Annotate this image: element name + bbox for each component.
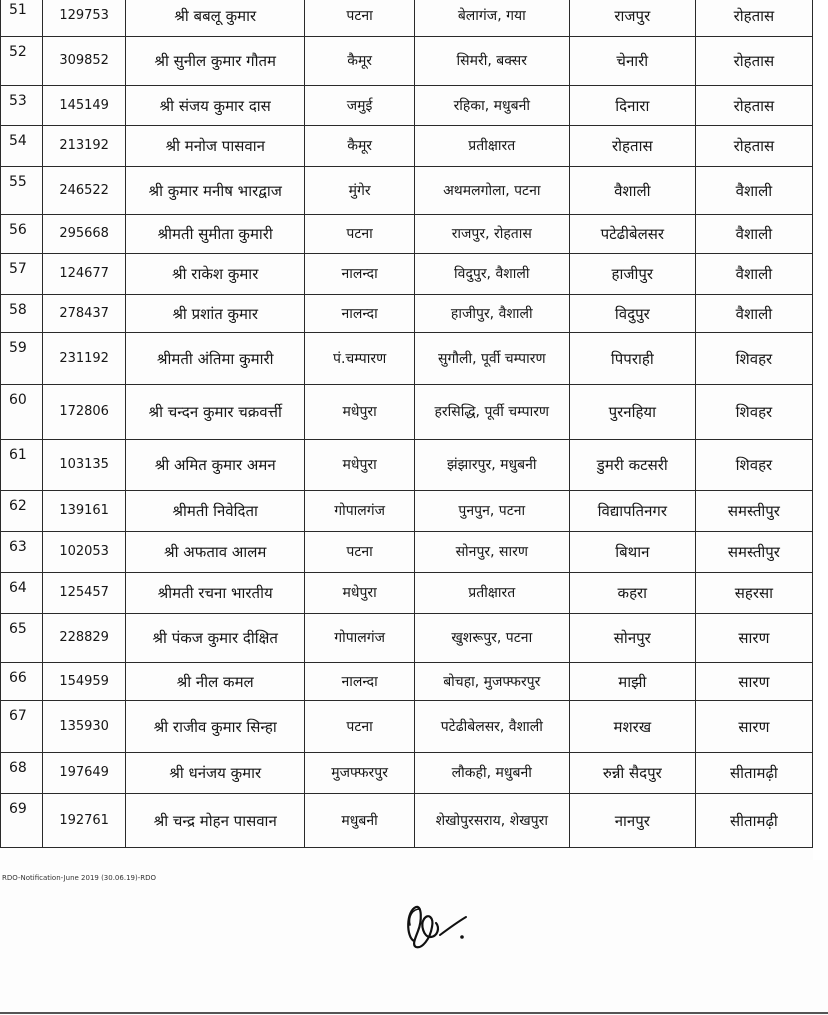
officer-name-cell: श्री पंकज कुमार दीक्षित	[125, 614, 305, 663]
serial-number-cell: 51	[1, 0, 43, 37]
current-posting-cell: हरसिद्धि, पूर्वी चम्पारण	[414, 385, 569, 440]
new-block-cell: माझी	[569, 663, 695, 701]
serial-number-cell: 66	[1, 663, 43, 701]
current-posting-cell: झंझारपुर, मधुबनी	[414, 440, 569, 491]
table-row	[1, 440, 813, 491]
employee-id-cell: 172806	[43, 385, 126, 440]
employee-id-cell: 309852	[43, 37, 126, 86]
new-district-cell: रोहतास	[695, 37, 812, 86]
new-block-cell: वैशाली	[569, 167, 695, 215]
serial-number-cell: 68	[1, 753, 43, 794]
employee-id-cell: 102053	[43, 532, 126, 573]
new-block-cell: सोनपुर	[569, 614, 695, 663]
employee-id-cell: 228829	[43, 614, 126, 663]
current-posting-cell: अथमलगोला, पटना	[414, 167, 569, 215]
officer-name-cell: श्री संजय कुमार दास	[125, 86, 305, 126]
new-district-cell: समस्तीपुर	[695, 491, 812, 532]
new-district-cell: सहरसा	[695, 573, 812, 614]
current-posting-cell: लौकही, मधुबनी	[414, 753, 569, 794]
employee-id-cell: 139161	[43, 491, 126, 532]
employee-id-cell: 129753	[43, 0, 126, 37]
page-bottom-edge	[0, 1012, 828, 1014]
file-reference: RDO-Notification-June 2019 (30.06.19)-RDO	[2, 874, 156, 882]
serial-number-cell: 65	[1, 614, 43, 663]
officer-name-cell: श्री चन्दन कुमार चक्रवर्त्ती	[125, 385, 305, 440]
current-posting-cell: बोचहा, मुजफ्फरपुर	[414, 663, 569, 701]
table-row	[1, 701, 813, 753]
serial-number-cell: 59	[1, 333, 43, 385]
home-district-cell: मधेपुरा	[305, 440, 414, 491]
table-row	[1, 86, 813, 126]
current-posting-cell: पटेढीबेलसर, वैशाली	[414, 701, 569, 753]
new-district-cell: सारण	[695, 614, 812, 663]
new-block-cell: बिथान	[569, 532, 695, 573]
current-posting-cell: प्रतीक्षारत	[414, 126, 569, 167]
new-block-cell: विदुपुर	[569, 295, 695, 333]
table-row	[1, 0, 813, 37]
serial-number-cell: 52	[1, 37, 43, 86]
home-district-cell: मुजफ्फरपुर	[305, 753, 414, 794]
current-posting-cell: सुगौली, पूर्वी चम्पारण	[414, 333, 569, 385]
serial-number-cell: 53	[1, 86, 43, 126]
home-district-cell: नालन्दा	[305, 254, 414, 295]
officer-name-cell: श्री राकेश कुमार	[125, 254, 305, 295]
new-block-cell: कहरा	[569, 573, 695, 614]
officer-name-cell: श्रीमती रचना भारतीय	[125, 573, 305, 614]
home-district-cell: पं.चम्पारण	[305, 333, 414, 385]
current-posting-cell: शेखोपुरसराय, शेखपुरा	[414, 794, 569, 848]
new-district-cell: सीतामढ़ी	[695, 753, 812, 794]
new-block-cell: डुमरी कटसरी	[569, 440, 695, 491]
officer-name-cell: श्री बबलू कुमार	[125, 0, 305, 37]
new-district-cell: शिवहर	[695, 440, 812, 491]
current-posting-cell: रहिका, मधुबनी	[414, 86, 569, 126]
new-district-cell: वैशाली	[695, 215, 812, 254]
table-row	[1, 573, 813, 614]
page-margin	[813, 0, 828, 860]
table-row	[1, 663, 813, 701]
serial-number-cell: 62	[1, 491, 43, 532]
home-district-cell: मधेपुरा	[305, 385, 414, 440]
signature-image	[400, 897, 480, 957]
home-district-cell: जमुई	[305, 86, 414, 126]
officer-name-cell: श्री नील कमल	[125, 663, 305, 701]
new-block-cell: नानपुर	[569, 794, 695, 848]
home-district-cell: नालन्दा	[305, 295, 414, 333]
table-row	[1, 126, 813, 167]
new-block-cell: दिनारा	[569, 86, 695, 126]
home-district-cell: पटना	[305, 0, 414, 37]
table-row	[1, 167, 813, 215]
current-posting-cell: हाजीपुर, वैशाली	[414, 295, 569, 333]
new-block-cell: पिपराही	[569, 333, 695, 385]
table-row	[1, 333, 813, 385]
officer-name-cell: श्रीमती निवेदिता	[125, 491, 305, 532]
serial-number-cell: 56	[1, 215, 43, 254]
new-block-cell: हाजीपुर	[569, 254, 695, 295]
new-district-cell: रोहतास	[695, 0, 812, 37]
home-district-cell: पटना	[305, 532, 414, 573]
employee-id-cell: 231192	[43, 333, 126, 385]
table-row	[1, 254, 813, 295]
current-posting-cell: खुशरूपुर, पटना	[414, 614, 569, 663]
employee-id-cell: 154959	[43, 663, 126, 701]
new-block-cell: रोहतास	[569, 126, 695, 167]
home-district-cell: मधुबनी	[305, 794, 414, 848]
employee-id-cell: 295668	[43, 215, 126, 254]
employee-id-cell: 135930	[43, 701, 126, 753]
table-row	[1, 215, 813, 254]
home-district-cell: मधेपुरा	[305, 573, 414, 614]
new-district-cell: सारण	[695, 663, 812, 701]
new-block-cell: पटेढीबेलसर	[569, 215, 695, 254]
officer-name-cell: श्री धनंजय कुमार	[125, 753, 305, 794]
new-district-cell: सीतामढ़ी	[695, 794, 812, 848]
serial-number-cell: 63	[1, 532, 43, 573]
new-block-cell: पुरनहिया	[569, 385, 695, 440]
employee-id-cell: 145149	[43, 86, 126, 126]
home-district-cell: पटना	[305, 215, 414, 254]
serial-number-cell: 54	[1, 126, 43, 167]
serial-number-cell: 57	[1, 254, 43, 295]
new-block-cell: विद्यापतिनगर	[569, 491, 695, 532]
new-district-cell: वैशाली	[695, 254, 812, 295]
officer-name-cell: श्रीमती अंतिमा कुमारी	[125, 333, 305, 385]
table-row	[1, 385, 813, 440]
home-district-cell: मुंगेर	[305, 167, 414, 215]
new-district-cell: रोहतास	[695, 86, 812, 126]
home-district-cell: गोपालगंज	[305, 614, 414, 663]
current-posting-cell: बेलागंज, गया	[414, 0, 569, 37]
home-district-cell: नालन्दा	[305, 663, 414, 701]
serial-number-cell: 64	[1, 573, 43, 614]
employee-id-cell: 197649	[43, 753, 126, 794]
officer-name-cell: श्री मनोज पासवान	[125, 126, 305, 167]
new-district-cell: शिवहर	[695, 333, 812, 385]
current-posting-cell: राजपुर, रोहतास	[414, 215, 569, 254]
table-row	[1, 614, 813, 663]
table-row	[1, 491, 813, 532]
officer-name-cell: श्रीमती सुमीता कुमारी	[125, 215, 305, 254]
officer-name-cell: श्री अफताव आलम	[125, 532, 305, 573]
new-district-cell: सारण	[695, 701, 812, 753]
current-posting-cell: पुनपुन, पटना	[414, 491, 569, 532]
table-row	[1, 37, 813, 86]
employee-id-cell: 124677	[43, 254, 126, 295]
new-district-cell: समस्तीपुर	[695, 532, 812, 573]
officer-name-cell: श्री चन्द्र मोहन पासवान	[125, 794, 305, 848]
table-row	[1, 295, 813, 333]
home-district-cell: कैमूर	[305, 126, 414, 167]
table-body	[1, 0, 813, 848]
officer-name-cell: श्री प्रशांत कुमार	[125, 295, 305, 333]
current-posting-cell: सिमरी, बक्सर	[414, 37, 569, 86]
serial-number-cell: 61	[1, 440, 43, 491]
table-row	[1, 532, 813, 573]
current-posting-cell: सोनपुर, सारण	[414, 532, 569, 573]
serial-number-cell: 55	[1, 167, 43, 215]
officer-name-cell: श्री सुनील कुमार गौतम	[125, 37, 305, 86]
home-district-cell: पटना	[305, 701, 414, 753]
officer-name-cell: श्री अमित कुमार अमन	[125, 440, 305, 491]
employee-id-cell: 103135	[43, 440, 126, 491]
new-district-cell: शिवहर	[695, 385, 812, 440]
home-district-cell: गोपालगंज	[305, 491, 414, 532]
new-block-cell: रुन्नी सैदपुर	[569, 753, 695, 794]
table-row	[1, 794, 813, 848]
employee-id-cell: 246522	[43, 167, 126, 215]
current-posting-cell: प्रतीक्षारत	[414, 573, 569, 614]
serial-number-cell: 60	[1, 385, 43, 440]
new-block-cell: चेनारी	[569, 37, 695, 86]
officer-name-cell: श्री राजीव कुमार सिन्हा	[125, 701, 305, 753]
new-block-cell: मशरख	[569, 701, 695, 753]
serial-number-cell: 58	[1, 295, 43, 333]
table-row	[1, 753, 813, 794]
employee-id-cell: 278437	[43, 295, 126, 333]
employee-id-cell: 213192	[43, 126, 126, 167]
officer-name-cell: श्री कुमार मनीष भारद्वाज	[125, 167, 305, 215]
new-district-cell: रोहतास	[695, 126, 812, 167]
employee-id-cell: 125457	[43, 573, 126, 614]
serial-number-cell: 69	[1, 794, 43, 848]
current-posting-cell: विदुपुर, वैशाली	[414, 254, 569, 295]
employee-id-cell: 192761	[43, 794, 126, 848]
new-district-cell: वैशाली	[695, 167, 812, 215]
new-district-cell: वैशाली	[695, 295, 812, 333]
home-district-cell: कैमूर	[305, 37, 414, 86]
new-block-cell: राजपुर	[569, 0, 695, 37]
serial-number-cell: 67	[1, 701, 43, 753]
